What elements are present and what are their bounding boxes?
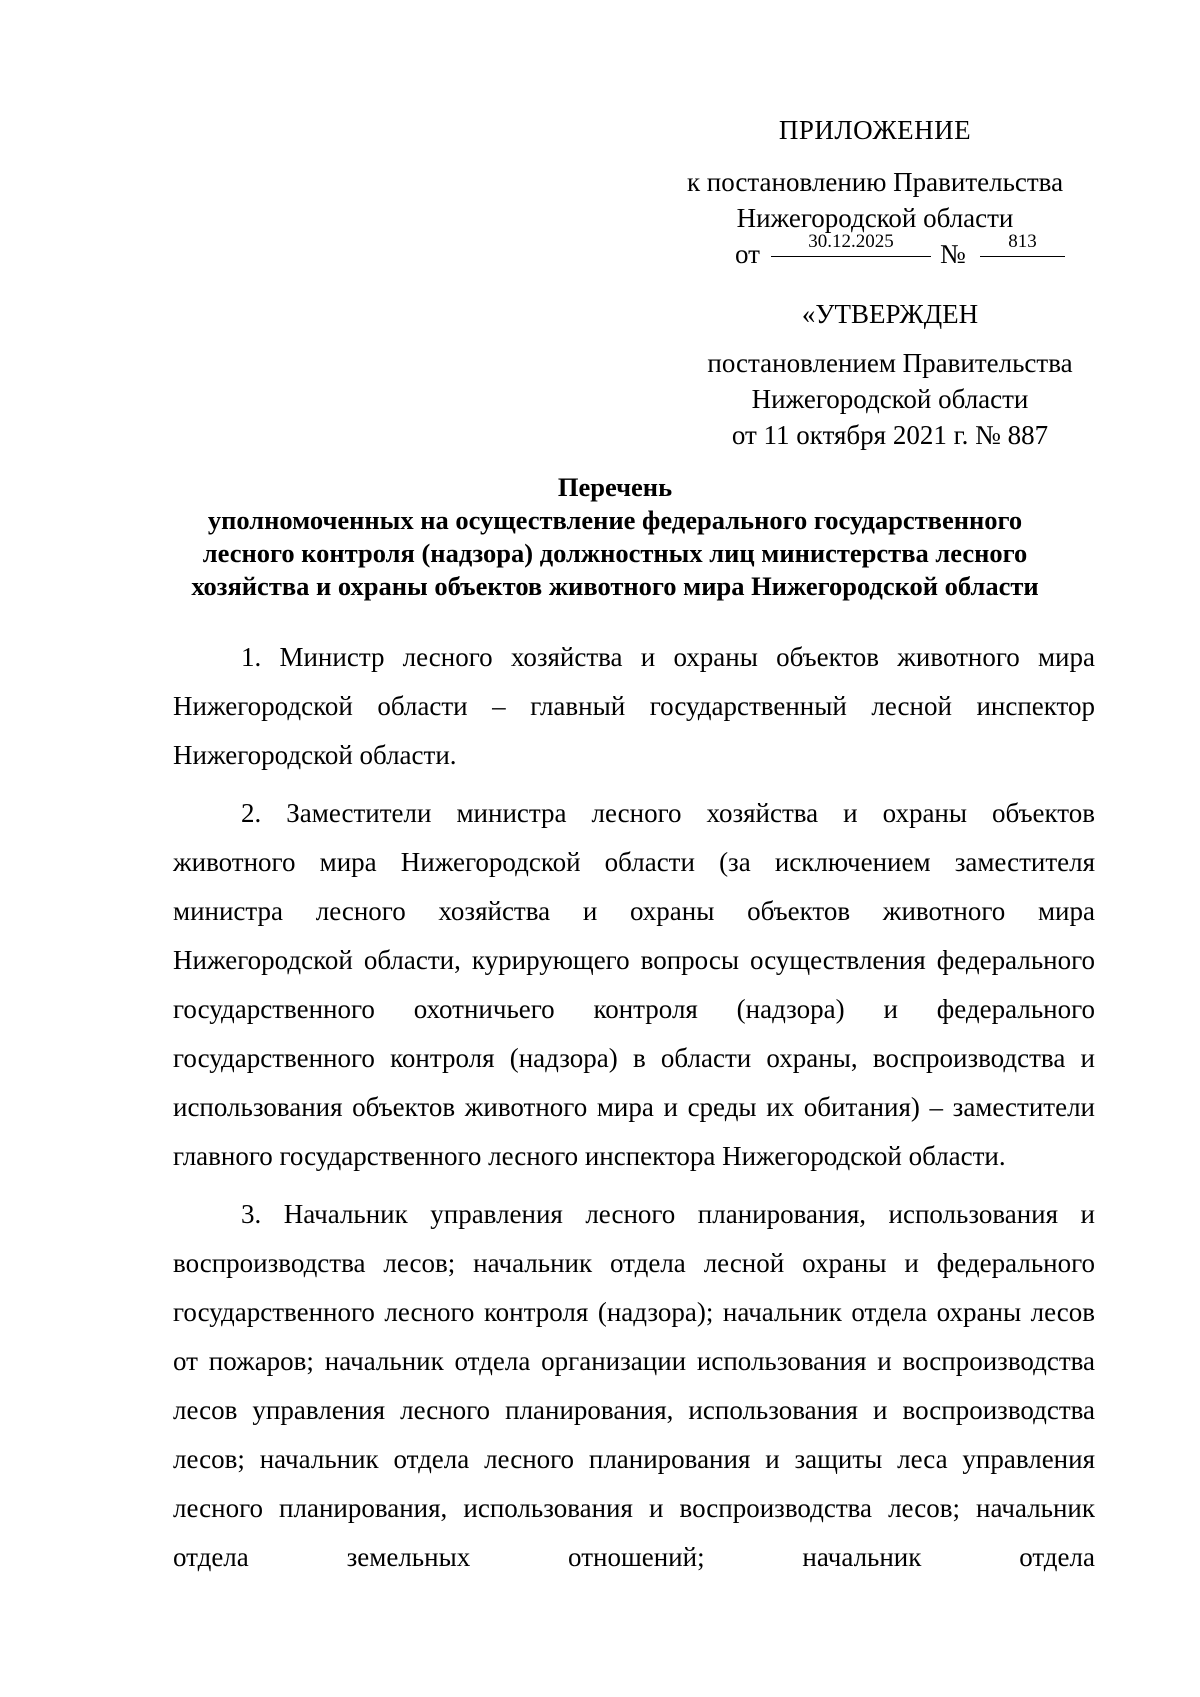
document-title-line-3: лесного контроля (надзора) должностных лиц министерства лесного [202,538,1028,568]
document-title-line-4: хозяйства и охраны объектов животного мира Нижегородской области [191,571,1039,601]
appendix-number-field: 813 [980,230,1065,257]
approved-line-1: постановлением Правительства [707,348,1073,378]
appendix-line-1: к постановлению Правительства [686,167,1064,197]
document-body [173,633,1095,1582]
list-item-2: 2. Заместители министра лесного хозяйства и охраны объектов животного мира Нижегородской области (за исключением заместителя министра лесного хозяйства и охраны объектов животного мира Нижегородской области, курирующего вопросы осуществления федерального государственного охотничьего контроля (надзора) и федерального государственного контроля (надзора) в области охраны, воспроизводства и использования объектов животного мира и среды их обитания) – заместители главного государственного лесного инспектора Нижегородской области. [173,798,1095,1171]
appendix-line-2: Нижегородской области [736,203,1014,233]
list-item-3: 3. Начальник управления лесного планирования, использования и воспроизводства лесов; начальник отдела лесной охраны и федерального государственного лесного контроля (надзора); начальник отдела охраны лесов от пожаров; начальник отдела организации использования и воспроизводства лесов управления лесного планирования, использования и воспроизводства лесов; начальник отдела лесного планирования и защиты леса управления лесного планирования, использования и воспроизводства лесов; начальник отдела земельных отношений; начальник отдела [173,1199,1095,1572]
appendix-date-field: 30.12.2025 [771,230,931,257]
date-prefix: от [735,239,760,269]
list-item-1: 1. Министр лесного хозяйства и охраны объектов животного мира Нижегородской области – главный государственный лесной инспектор Нижегородской области. [173,642,1095,770]
approved-line-3: от 11 октября 2021 г. № 887 [731,420,1049,450]
document-title [150,471,1080,603]
document-title-line-2: уполномоченных на осуществление федерального государственного [207,505,1023,535]
document-title-line-1: Перечень [557,472,673,502]
approved-line-2: Нижегородской области [751,384,1029,414]
appendix-date-number-line [735,230,1115,269]
appendix-reference [640,164,1110,236]
number-sign: № [940,239,966,269]
approved-reference [660,345,1120,453]
approved-title: «УТВЕРЖДЕН [801,299,979,329]
appendix-title: ПРИЛОЖЕНИЕ [778,115,972,145]
